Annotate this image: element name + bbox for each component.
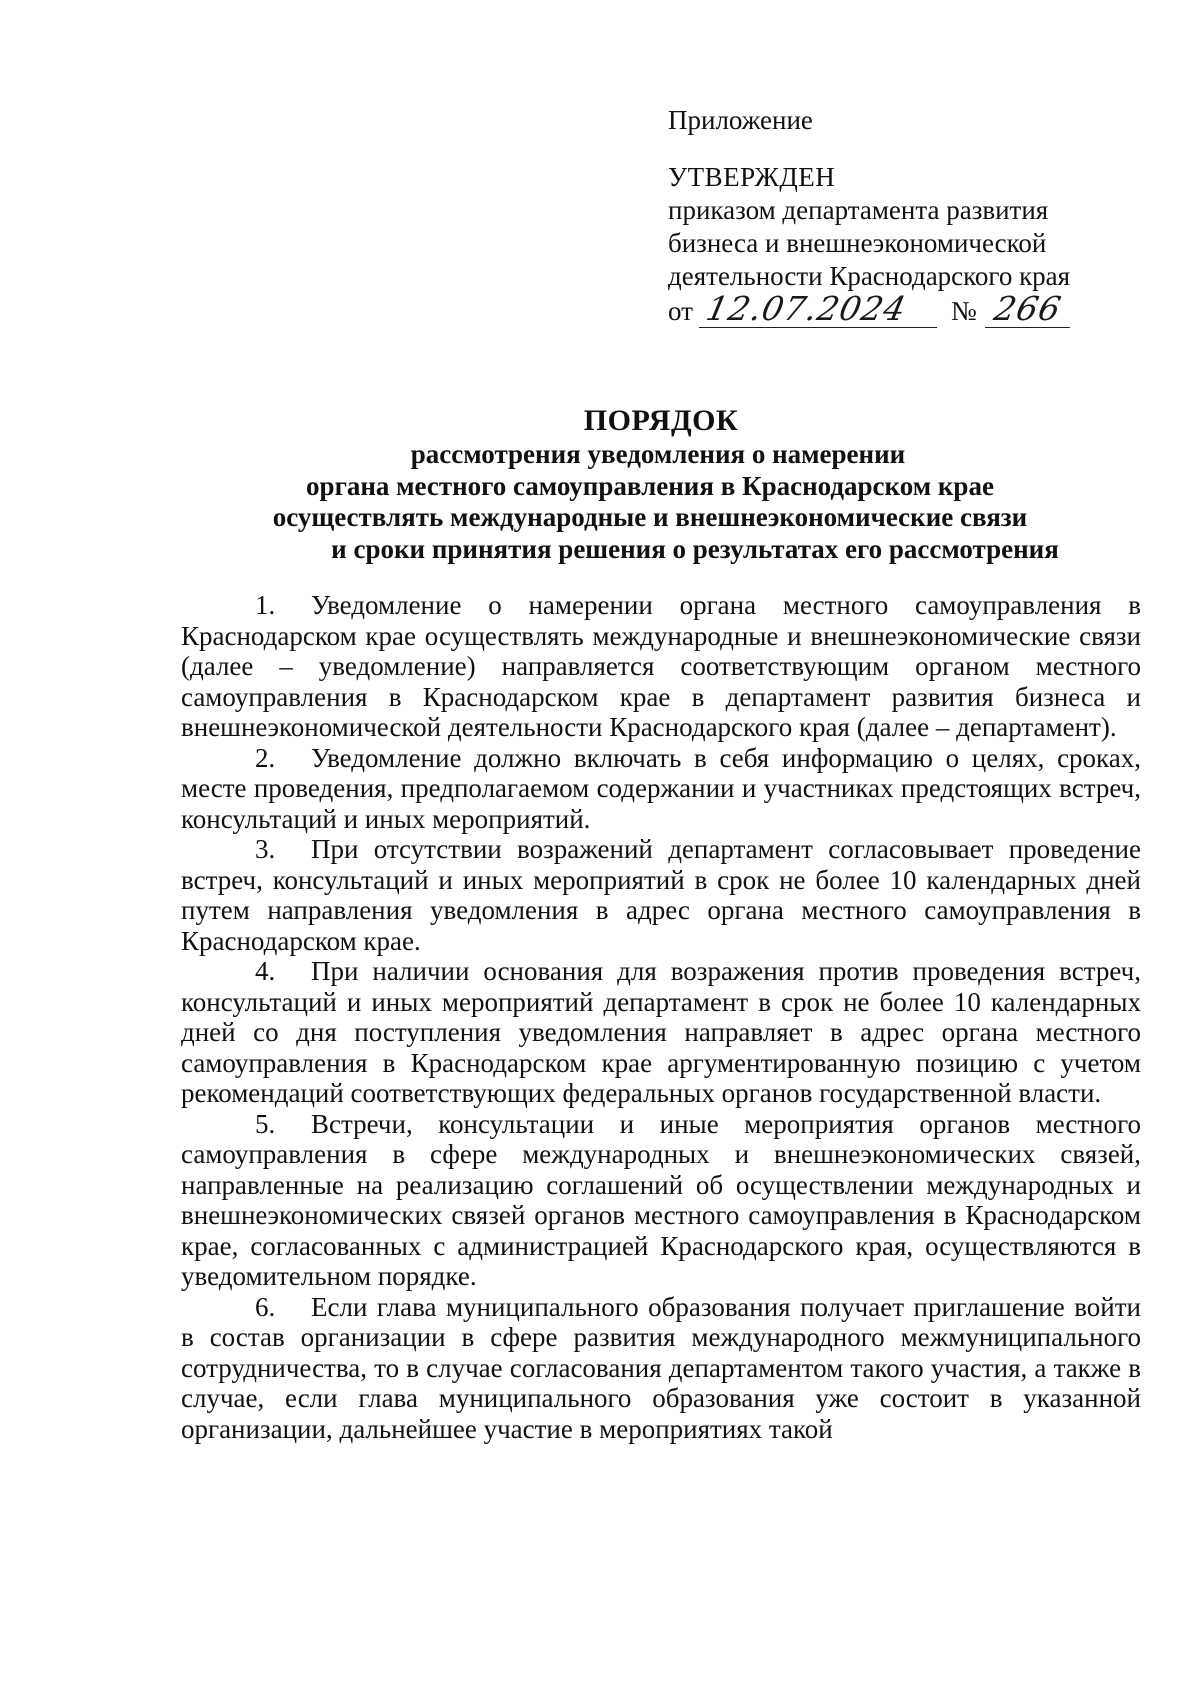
paragraph-number: 4.: [255, 956, 276, 986]
paragraph-number: 3.: [255, 834, 276, 864]
date-prefix: от: [668, 296, 693, 326]
paragraph-number: 6.: [255, 1291, 276, 1322]
paragraph-6: [181, 1292, 1141, 1445]
paragraph-number: 1.: [255, 590, 276, 620]
paragraph-text: При наличии основания для возражения против проведения встреч, консультаций и иных мероприятий департамент в срок не более 10 календарных дней со дня поступления уведомления направляет в адрес органа местного самоуправления в Краснодарском крае аргументированную позицию с учетом рекомендаций соответствующих федеральных органов государственной власти.: [181, 956, 1141, 1108]
paragraph-text: Если глава муниципального образования получает приглашение войти в состав организации в сфере развития международного межмуниципального сотрудничества, то в случае согласования департаментом такого участия, а также в случае, если глава муниципального образования уже состоит в указанной организации, дальнейшее участие в мероприятиях такой: [181, 1291, 1141, 1444]
approval-block: [668, 104, 1138, 328]
paragraph-text: При отсутствии возражений департамент согласовывает проведение встреч, консультаций и иных мероприятий в срок не более 10 календарных дней путем направления уведомления в адрес органа местного самоуправления в Краснодарском крае.: [181, 834, 1141, 956]
document-title-block: [170, 403, 1130, 565]
order-number-field: [985, 289, 1070, 328]
subtitle-line-1: рассмотрения уведомления о намерении: [410, 439, 906, 469]
number-prefix: №: [950, 296, 977, 326]
approval-line-2: бизнеса и внешнеэкономической: [668, 228, 1047, 258]
paragraph-number: 2.: [255, 742, 276, 773]
subtitle-line-3: осуществлять международные и внешнеэкономические связи: [272, 502, 1028, 532]
paragraph-number: 5.: [255, 1108, 276, 1139]
order-date-field: [699, 289, 937, 328]
appendix-label: Приложение: [668, 105, 813, 135]
approval-line-1: приказом департамента развития: [668, 195, 1049, 225]
approved-label: УТВЕРЖДЕН: [668, 162, 836, 192]
document-body: [181, 590, 1141, 1444]
paragraph-text: Уведомление о намерении органа местного самоуправления в Краснодарском крае осуществлять международные и внешнеэкономические связи (далее – уведомление) направляется соответствующим органом местного самоуправления в Краснодарском крае в департамент развития бизнеса и внешнеэкономической деятельности Краснодарского края (далее – департамент).: [181, 590, 1141, 742]
paragraph-text: Уведомление должно включать в себя информацию о целях, сроках, месте проведения, предполагаемом содержании и участниках предстоящих встреч, консультаций и иных мероприятий.: [181, 742, 1141, 834]
paragraph-1: [181, 590, 1141, 743]
paragraph-3: [181, 834, 1141, 956]
document-title: ПОРЯДОК: [583, 404, 739, 437]
subtitle-line-2: органа местного самоуправления в Краснодарском крае: [306, 470, 994, 501]
paragraph-text: Встречи, консультации и иные мероприятия органов местного самоуправления в сфере международных и внешнеэкономических связей, направленные на реализацию соглашений об осуществлении международных и внешнеэкономических связей органов местного самоуправления в Краснодарском крае, согласованных с администрацией Краснодарского края, осуществляются в уведомительном порядке.: [181, 1108, 1141, 1291]
order-number-handwritten: 266: [990, 289, 1065, 328]
paragraph-5: [181, 1109, 1141, 1292]
order-date-number-row: [668, 289, 1138, 328]
paragraph-2: [181, 743, 1141, 835]
paragraph-4: [181, 956, 1141, 1109]
subtitle-line-4: и сроки принятия решения о результатах его рассмотрения: [331, 533, 1059, 564]
order-date-handwritten: 12.07.2024: [702, 289, 911, 328]
approval-line-3: деятельности Краснодарского края: [668, 261, 1071, 291]
